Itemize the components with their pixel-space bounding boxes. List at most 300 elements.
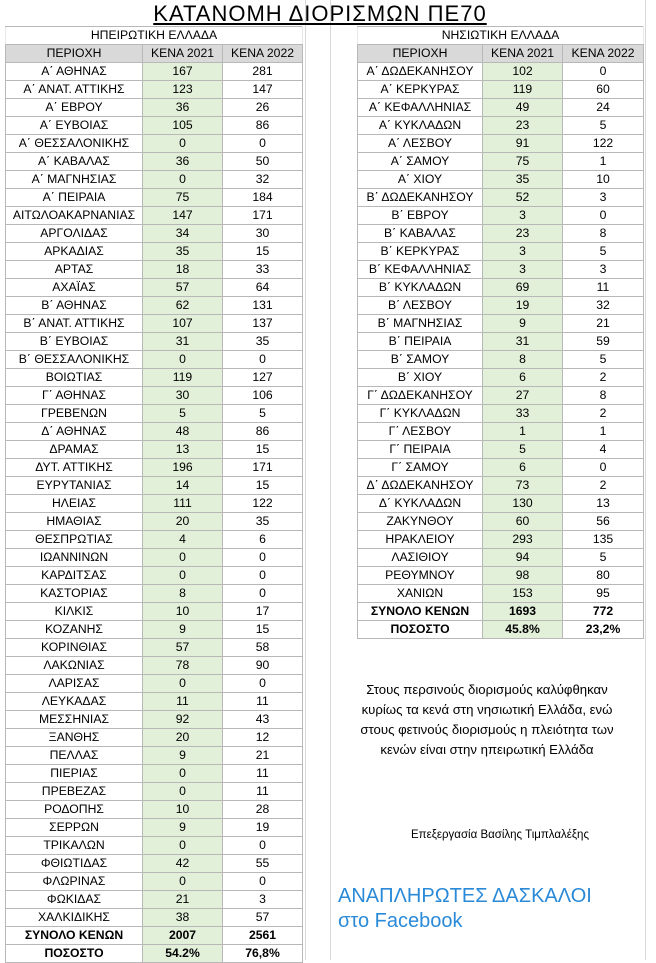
region-cell: Β΄ ΔΩΔΕΚΑΝΗΣΟΥ (358, 189, 483, 207)
total-row (358, 603, 644, 621)
region-cell: ΠΕΛΛΑΣ (6, 747, 143, 765)
vacancies-2022-cell: 8 (563, 387, 644, 405)
vacancies-2021-cell: 167 (143, 63, 223, 81)
vacancies-2021-cell: 73 (483, 477, 563, 495)
vacancies-2022-cell: 3 (563, 261, 644, 279)
region-cell: Β΄ ΜΑΓΝΗΣΙΑΣ (358, 315, 483, 333)
table-row (6, 657, 303, 675)
column-header-2021: ΚΕΝΑ 2021 (483, 45, 563, 63)
table-row (6, 99, 303, 117)
vacancies-2021-cell: 9 (143, 819, 223, 837)
region-cell: Α΄ ΘΕΣΣΑΛΟΝΙΚΗΣ (6, 135, 143, 153)
vacancies-2022-cell: 55 (223, 855, 303, 873)
vacancies-2022-cell: 281 (223, 63, 303, 81)
vacancies-2022-cell: 64 (223, 279, 303, 297)
vacancies-2021-cell: 33 (483, 405, 563, 423)
region-cell: ΑΙΤΩΛΟΑΚΑΡΝΑΝΙΑΣ (6, 207, 143, 225)
brand-line-2: στο Facebook (338, 910, 463, 932)
region-cell: Α΄ ΣΑΜΟΥ (358, 153, 483, 171)
table-row (6, 855, 303, 873)
vacancies-2021-cell: 27 (483, 387, 563, 405)
region-cell: Α΄ ΠΕΙΡΑΙΑ (6, 189, 143, 207)
region-cell: Β΄ ΚΕΡΚΥΡΑΣ (358, 243, 483, 261)
table-row (6, 207, 303, 225)
region-cell: ΕΥΡΥΤΑΝΙΑΣ (6, 477, 143, 495)
vacancies-2022-cell: 26 (223, 99, 303, 117)
region-cell: Β΄ ΘΕΣΣΑΛΟΝΙΚΗΣ (6, 351, 143, 369)
vacancies-2022-cell: 0 (563, 207, 644, 225)
vacancies-2022-cell: 131 (223, 297, 303, 315)
region-cell: ΛΑΣΙΘΙΟΥ (358, 549, 483, 567)
table-row (6, 243, 303, 261)
vacancies-2022-cell: 5 (563, 117, 644, 135)
region-cell: Δ΄ ΚΥΚΛΑΔΩΝ (358, 495, 483, 513)
vacancies-2022-cell: 30 (223, 225, 303, 243)
mainland-table-body (6, 27, 303, 963)
vacancies-2021-cell: 57 (143, 639, 223, 657)
region-cell: Α΄ ΕΥΒΟΙΑΣ (6, 117, 143, 135)
vacancies-2021-cell: 0 (143, 549, 223, 567)
vacancies-2022-cell: 5 (563, 243, 644, 261)
table-row (358, 99, 644, 117)
column-header-region: ΠΕΡΙΟΧΗ (358, 45, 483, 63)
vacancies-2021-cell: 75 (143, 189, 223, 207)
vacancies-2022-cell: 59 (563, 333, 644, 351)
region-cell: Α΄ ΔΩΔΕΚΑΝΗΣΟΥ (358, 63, 483, 81)
vacancies-2021-cell: 23 (483, 225, 563, 243)
table-row (358, 441, 644, 459)
region-cell: ΦΛΩΡΙΝΑΣ (6, 873, 143, 891)
vacancies-2021-cell: 5 (483, 441, 563, 459)
table-row (6, 513, 303, 531)
table-row (6, 585, 303, 603)
table-row (358, 315, 644, 333)
vacancies-2021-cell: 34 (143, 225, 223, 243)
region-cell: Β΄ ΧΙΟΥ (358, 369, 483, 387)
vacancies-2022-cell: 56 (563, 513, 644, 531)
vacancies-2022-cell: 76,8% (223, 945, 303, 963)
vacancies-2021-cell: 0 (143, 171, 223, 189)
table-row (6, 459, 303, 477)
table-row (358, 333, 644, 351)
region-cell: ΑΡΓΟΛΙΔΑΣ (6, 225, 143, 243)
vacancies-2022-cell: 12 (223, 729, 303, 747)
vacancies-2021-cell: 1693 (483, 603, 563, 621)
comment-note: Στους περσινούς διορισμούς καλύφθηκαν κυρίως τα κενά στη νησιωτική Ελλάδα, ενώ στους φετινούς διορισμούς η πλειότητα των κενών είναι στην ηπειρωτική Ελλάδα (360, 682, 614, 757)
table-row (6, 495, 303, 513)
vacancies-2021-cell: 4 (143, 531, 223, 549)
vacancies-2021-cell: 45.8% (483, 621, 563, 639)
vacancies-2022-cell: 0 (563, 63, 644, 81)
table-row (6, 531, 303, 549)
table-row (6, 801, 303, 819)
region-cell: Α΄ ΑΘΗΝΑΣ (6, 63, 143, 81)
vacancies-2021-cell: 18 (143, 261, 223, 279)
vacancies-2021-cell: 94 (483, 549, 563, 567)
table-row (6, 135, 303, 153)
vacancies-2022-cell: 15 (223, 477, 303, 495)
section-title: ΝΗΣΙΩΤΙΚΗ ΕΛΛΑΔΑ (358, 27, 644, 45)
vacancies-2021-cell: 49 (483, 99, 563, 117)
table-row (6, 567, 303, 585)
table-row (6, 225, 303, 243)
region-cell: Γ΄ ΔΩΔΕΚΑΝΗΣΟΥ (358, 387, 483, 405)
vacancies-2021-cell: 69 (483, 279, 563, 297)
vacancies-2022-cell: 0 (223, 135, 303, 153)
vacancies-2021-cell: 3 (483, 207, 563, 225)
vacancies-2021-cell: 91 (483, 135, 563, 153)
vacancies-2022-cell: 171 (223, 459, 303, 477)
region-cell: Β΄ ΕΥΒΟΙΑΣ (6, 333, 143, 351)
vacancies-2021-cell: 19 (483, 297, 563, 315)
vacancies-2021-cell: 30 (143, 387, 223, 405)
region-cell: ΘΕΣΠΡΩΤΙΑΣ (6, 531, 143, 549)
vacancies-2022-cell: 1 (563, 423, 644, 441)
table-row (6, 351, 303, 369)
table-row (6, 261, 303, 279)
section-title: ΗΠΕΙΡΩΤΙΚΗ ΕΛΛΑΔΑ (6, 27, 303, 45)
vacancies-2022-cell: 15 (223, 621, 303, 639)
total-row (6, 927, 303, 945)
table-row (6, 711, 303, 729)
vacancies-2022-cell: 6 (223, 531, 303, 549)
vacancies-2021-cell: 20 (143, 729, 223, 747)
column-header-2021: ΚΕΝΑ 2021 (143, 45, 223, 63)
region-cell: ΗΛΕΙΑΣ (6, 495, 143, 513)
table-row (6, 891, 303, 909)
table-row (358, 225, 644, 243)
vacancies-2022-cell: 86 (223, 117, 303, 135)
region-cell: Α΄ ΜΑΓΝΗΣΙΑΣ (6, 171, 143, 189)
table-row (6, 153, 303, 171)
table-row (358, 171, 644, 189)
vacancies-2021-cell: 8 (143, 585, 223, 603)
region-cell: Β΄ ΣΑΜΟΥ (358, 351, 483, 369)
table-row (6, 441, 303, 459)
vacancies-2021-cell: 147 (143, 207, 223, 225)
table-row (6, 639, 303, 657)
vacancies-2022-cell: 11 (223, 783, 303, 801)
vacancies-2022-cell: 106 (223, 387, 303, 405)
vacancies-2021-cell: 35 (483, 171, 563, 189)
region-cell: Β΄ ΠΕΙΡΑΙΑ (358, 333, 483, 351)
region-cell: Β΄ ΛΕΣΒΟΥ (358, 297, 483, 315)
table-row (6, 909, 303, 927)
vacancies-2021-cell: 105 (143, 117, 223, 135)
region-cell: Β΄ ΚΥΚΛΑΔΩΝ (358, 279, 483, 297)
vacancies-2022-cell: 2561 (223, 927, 303, 945)
vacancies-2021-cell: 9 (143, 747, 223, 765)
region-cell: ΠΟΣΟΣΤΟ (6, 945, 143, 963)
percent-row (358, 621, 644, 639)
vacancies-2022-cell: 80 (563, 567, 644, 585)
vacancies-2021-cell: 31 (143, 333, 223, 351)
table-row (6, 63, 303, 81)
vacancies-2021-cell: 60 (483, 513, 563, 531)
page-title: ΚΑΤΑΝΟΜΗ ΔΙΟΡΙΣΜΩΝ ΠΕ70 (153, 1, 487, 26)
credit-line: Επεξεργασία Βασίλης Τιμπλαλέξης (411, 829, 589, 841)
table-row (6, 819, 303, 837)
vacancies-2022-cell: 2 (563, 477, 644, 495)
table-row (358, 261, 644, 279)
vacancies-2021-cell: 8 (483, 351, 563, 369)
region-cell: Α΄ ΑΝΑΤ. ΑΤΤΙΚΗΣ (6, 81, 143, 99)
vacancies-2021-cell: 6 (483, 459, 563, 477)
vacancies-2021-cell: 9 (143, 621, 223, 639)
vacancies-2022-cell: 0 (563, 459, 644, 477)
vacancies-2022-cell: 32 (223, 171, 303, 189)
facebook-page-label (338, 884, 592, 934)
vacancies-2021-cell: 123 (143, 81, 223, 99)
table-row (358, 585, 644, 603)
vacancies-2021-cell: 20 (143, 513, 223, 531)
region-cell: ΜΕΣΣΗΝΙΑΣ (6, 711, 143, 729)
table-row (358, 279, 644, 297)
table-row (6, 837, 303, 855)
vacancies-2021-cell: 36 (143, 153, 223, 171)
region-cell: Β΄ ΕΒΡΟΥ (358, 207, 483, 225)
vacancies-2022-cell: 21 (563, 315, 644, 333)
vacancies-2022-cell: 19 (223, 819, 303, 837)
islands-table (357, 26, 644, 639)
region-cell: ΖΑΚΥΝΘΟΥ (358, 513, 483, 531)
vacancies-2021-cell: 23 (483, 117, 563, 135)
region-cell: Γ΄ ΣΑΜΟΥ (358, 459, 483, 477)
table-row (358, 297, 644, 315)
vacancies-2022-cell: 50 (223, 153, 303, 171)
region-cell: Δ΄ ΔΩΔΕΚΑΝΗΣΟΥ (358, 477, 483, 495)
region-cell: ΑΡΤΑΣ (6, 261, 143, 279)
table-row (358, 243, 644, 261)
region-cell: ΣΥΝΟΛΟ ΚΕΝΩΝ (6, 927, 143, 945)
vacancies-2021-cell: 119 (483, 81, 563, 99)
region-cell: Α΄ ΚΕΦΑΛΛΗΝΙΑΣ (358, 99, 483, 117)
region-cell: ΠΙΕΡΙΑΣ (6, 765, 143, 783)
region-cell: Α΄ ΧΙΟΥ (358, 171, 483, 189)
vacancies-2022-cell: 0 (223, 873, 303, 891)
vacancies-2021-cell: 78 (143, 657, 223, 675)
vacancies-2022-cell: 23,2% (563, 621, 644, 639)
vacancies-2021-cell: 11 (143, 693, 223, 711)
vacancies-2021-cell: 0 (143, 765, 223, 783)
vacancies-2021-cell: 35 (143, 243, 223, 261)
vacancies-2022-cell: 0 (223, 351, 303, 369)
table-row (6, 171, 303, 189)
region-cell: Δ΄ ΑΘΗΝΑΣ (6, 423, 143, 441)
vacancies-2022-cell: 4 (563, 441, 644, 459)
vacancies-2021-cell: 107 (143, 315, 223, 333)
table-row (358, 495, 644, 513)
vacancies-2021-cell: 3 (483, 261, 563, 279)
region-cell: ΑΡΚΑΔΙΑΣ (6, 243, 143, 261)
table-row (6, 189, 303, 207)
table-row (6, 369, 303, 387)
vacancies-2022-cell: 24 (563, 99, 644, 117)
region-cell: ΛΑΚΩΝΙΑΣ (6, 657, 143, 675)
vacancies-2021-cell: 0 (143, 567, 223, 585)
vacancies-2022-cell: 8 (563, 225, 644, 243)
vacancies-2022-cell: 57 (223, 909, 303, 927)
vacancies-2022-cell: 122 (223, 495, 303, 513)
vacancies-2021-cell: 6 (483, 369, 563, 387)
table-row (6, 747, 303, 765)
vacancies-2022-cell: 184 (223, 189, 303, 207)
vacancies-2021-cell: 1 (483, 423, 563, 441)
vacancies-2021-cell: 293 (483, 531, 563, 549)
vacancies-2021-cell: 153 (483, 585, 563, 603)
vacancies-2022-cell: 10 (563, 171, 644, 189)
region-cell: ΛΕΥΚΑΔΑΣ (6, 693, 143, 711)
vacancies-2022-cell: 35 (223, 333, 303, 351)
table-row (358, 387, 644, 405)
vacancies-2022-cell: 15 (223, 243, 303, 261)
vacancies-2021-cell: 13 (143, 441, 223, 459)
vacancies-2022-cell: 11 (223, 693, 303, 711)
region-cell: ΚΙΛΚΙΣ (6, 603, 143, 621)
region-cell: ΑΧΑΪΑΣ (6, 279, 143, 297)
vacancies-2022-cell: 60 (563, 81, 644, 99)
region-cell: ΔΥΤ. ΑΤΤΙΚΗΣ (6, 459, 143, 477)
table-row (358, 531, 644, 549)
region-cell: ΚΟΡΙΝΘΙΑΣ (6, 639, 143, 657)
table-row (358, 513, 644, 531)
vacancies-2021-cell: 0 (143, 873, 223, 891)
vacancies-2022-cell: 147 (223, 81, 303, 99)
table-row (358, 369, 644, 387)
vacancies-2021-cell: 5 (143, 405, 223, 423)
table-row (358, 189, 644, 207)
vacancies-2022-cell: 127 (223, 369, 303, 387)
region-cell: ΧΑΛΚΙΔΙΚΗΣ (6, 909, 143, 927)
vacancies-2022-cell: 171 (223, 207, 303, 225)
vacancies-2022-cell: 137 (223, 315, 303, 333)
vacancies-2021-cell: 119 (143, 369, 223, 387)
table-row (6, 621, 303, 639)
islands-table-body (358, 27, 644, 639)
vacancies-2022-cell: 0 (223, 549, 303, 567)
region-cell: ΗΜΑΘΙΑΣ (6, 513, 143, 531)
vacancies-2021-cell: 57 (143, 279, 223, 297)
region-cell: ΤΡΙΚΑΛΩΝ (6, 837, 143, 855)
vacancies-2022-cell: 33 (223, 261, 303, 279)
vacancies-2022-cell: 0 (223, 585, 303, 603)
vacancies-2022-cell: 1 (563, 153, 644, 171)
vacancies-2022-cell: 5 (563, 351, 644, 369)
table-row (358, 81, 644, 99)
region-cell: ΛΑΡΙΣΑΣ (6, 675, 143, 693)
table-row (358, 405, 644, 423)
vacancies-2022-cell: 122 (563, 135, 644, 153)
region-cell: Α΄ ΛΕΣΒΟΥ (358, 135, 483, 153)
vacancies-2021-cell: 31 (483, 333, 563, 351)
region-cell: ΣΥΝΟΛΟ ΚΕΝΩΝ (358, 603, 483, 621)
region-cell: ΣΕΡΡΩΝ (6, 819, 143, 837)
region-cell: Α΄ ΚΑΒΑΛΑΣ (6, 153, 143, 171)
table-row (6, 423, 303, 441)
region-cell: Β΄ ΚΑΒΑΛΑΣ (358, 225, 483, 243)
region-cell: ΠΡΕΒΕΖΑΣ (6, 783, 143, 801)
table-row (6, 81, 303, 99)
vacancies-2022-cell: 21 (223, 747, 303, 765)
table-row (6, 693, 303, 711)
vacancies-2022-cell: 0 (223, 567, 303, 585)
table-row (358, 63, 644, 81)
vacancies-2021-cell: 0 (143, 135, 223, 153)
table-row (6, 765, 303, 783)
region-cell: ΡΕΘΥΜΝΟΥ (358, 567, 483, 585)
table-row (6, 729, 303, 747)
vacancies-2021-cell: 130 (483, 495, 563, 513)
vacancies-2021-cell: 36 (143, 99, 223, 117)
vacancies-2022-cell: 11 (563, 279, 644, 297)
vacancies-2021-cell: 14 (143, 477, 223, 495)
vacancies-2022-cell: 86 (223, 423, 303, 441)
vacancies-2021-cell: 48 (143, 423, 223, 441)
vacancies-2022-cell: 135 (563, 531, 644, 549)
vacancies-2021-cell: 98 (483, 567, 563, 585)
vacancies-2022-cell: 2 (563, 405, 644, 423)
vacancies-2022-cell: 772 (563, 603, 644, 621)
table-row (358, 477, 644, 495)
table-row (358, 117, 644, 135)
table-row (358, 567, 644, 585)
table-row (6, 387, 303, 405)
vacancies-2022-cell: 0 (223, 675, 303, 693)
region-cell: ΓΡΕΒΕΝΩΝ (6, 405, 143, 423)
vacancies-2021-cell: 92 (143, 711, 223, 729)
table-row (6, 315, 303, 333)
column-header-2022: ΚΕΝΑ 2022 (223, 45, 303, 63)
region-cell: ΡΟΔΟΠΗΣ (6, 801, 143, 819)
vacancies-2022-cell: 28 (223, 801, 303, 819)
vacancies-2022-cell: 11 (223, 765, 303, 783)
table-row (6, 603, 303, 621)
vacancies-2022-cell: 15 (223, 441, 303, 459)
region-cell: Β΄ ΚΕΦΑΛΛΗΝΙΑΣ (358, 261, 483, 279)
vacancies-2021-cell: 111 (143, 495, 223, 513)
table-row (6, 405, 303, 423)
region-cell: Α΄ ΚΥΚΛΑΔΩΝ (358, 117, 483, 135)
table-row (6, 783, 303, 801)
region-cell: ΞΑΝΘΗΣ (6, 729, 143, 747)
vacancies-2021-cell: 196 (143, 459, 223, 477)
vacancies-2021-cell: 75 (483, 153, 563, 171)
region-cell: ΗΡΑΚΛΕΙΟΥ (358, 531, 483, 549)
vacancies-2021-cell: 62 (143, 297, 223, 315)
table-row (358, 135, 644, 153)
region-cell: Β΄ ΑΘΗΝΑΣ (6, 297, 143, 315)
region-cell: ΚΑΡΔΙΤΣΑΣ (6, 567, 143, 585)
table-row (6, 333, 303, 351)
table-row (358, 423, 644, 441)
vacancies-2022-cell: 5 (563, 549, 644, 567)
table-row (358, 351, 644, 369)
region-cell: Α΄ ΕΒΡΟΥ (6, 99, 143, 117)
table-row (6, 873, 303, 891)
vacancies-2021-cell: 9 (483, 315, 563, 333)
table-row (6, 477, 303, 495)
vacancies-2022-cell: 5 (223, 405, 303, 423)
table-row (358, 459, 644, 477)
vacancies-2021-cell: 0 (143, 675, 223, 693)
region-cell: ΦΩΚΙΔΑΣ (6, 891, 143, 909)
vacancies-2022-cell: 90 (223, 657, 303, 675)
region-cell: Γ΄ ΚΥΚΛΑΔΩΝ (358, 405, 483, 423)
region-cell: ΙΩΑΝΝΙΝΩΝ (6, 549, 143, 567)
table-row (6, 297, 303, 315)
table-row (6, 549, 303, 567)
region-cell: ΚΑΣΤΟΡΙΑΣ (6, 585, 143, 603)
